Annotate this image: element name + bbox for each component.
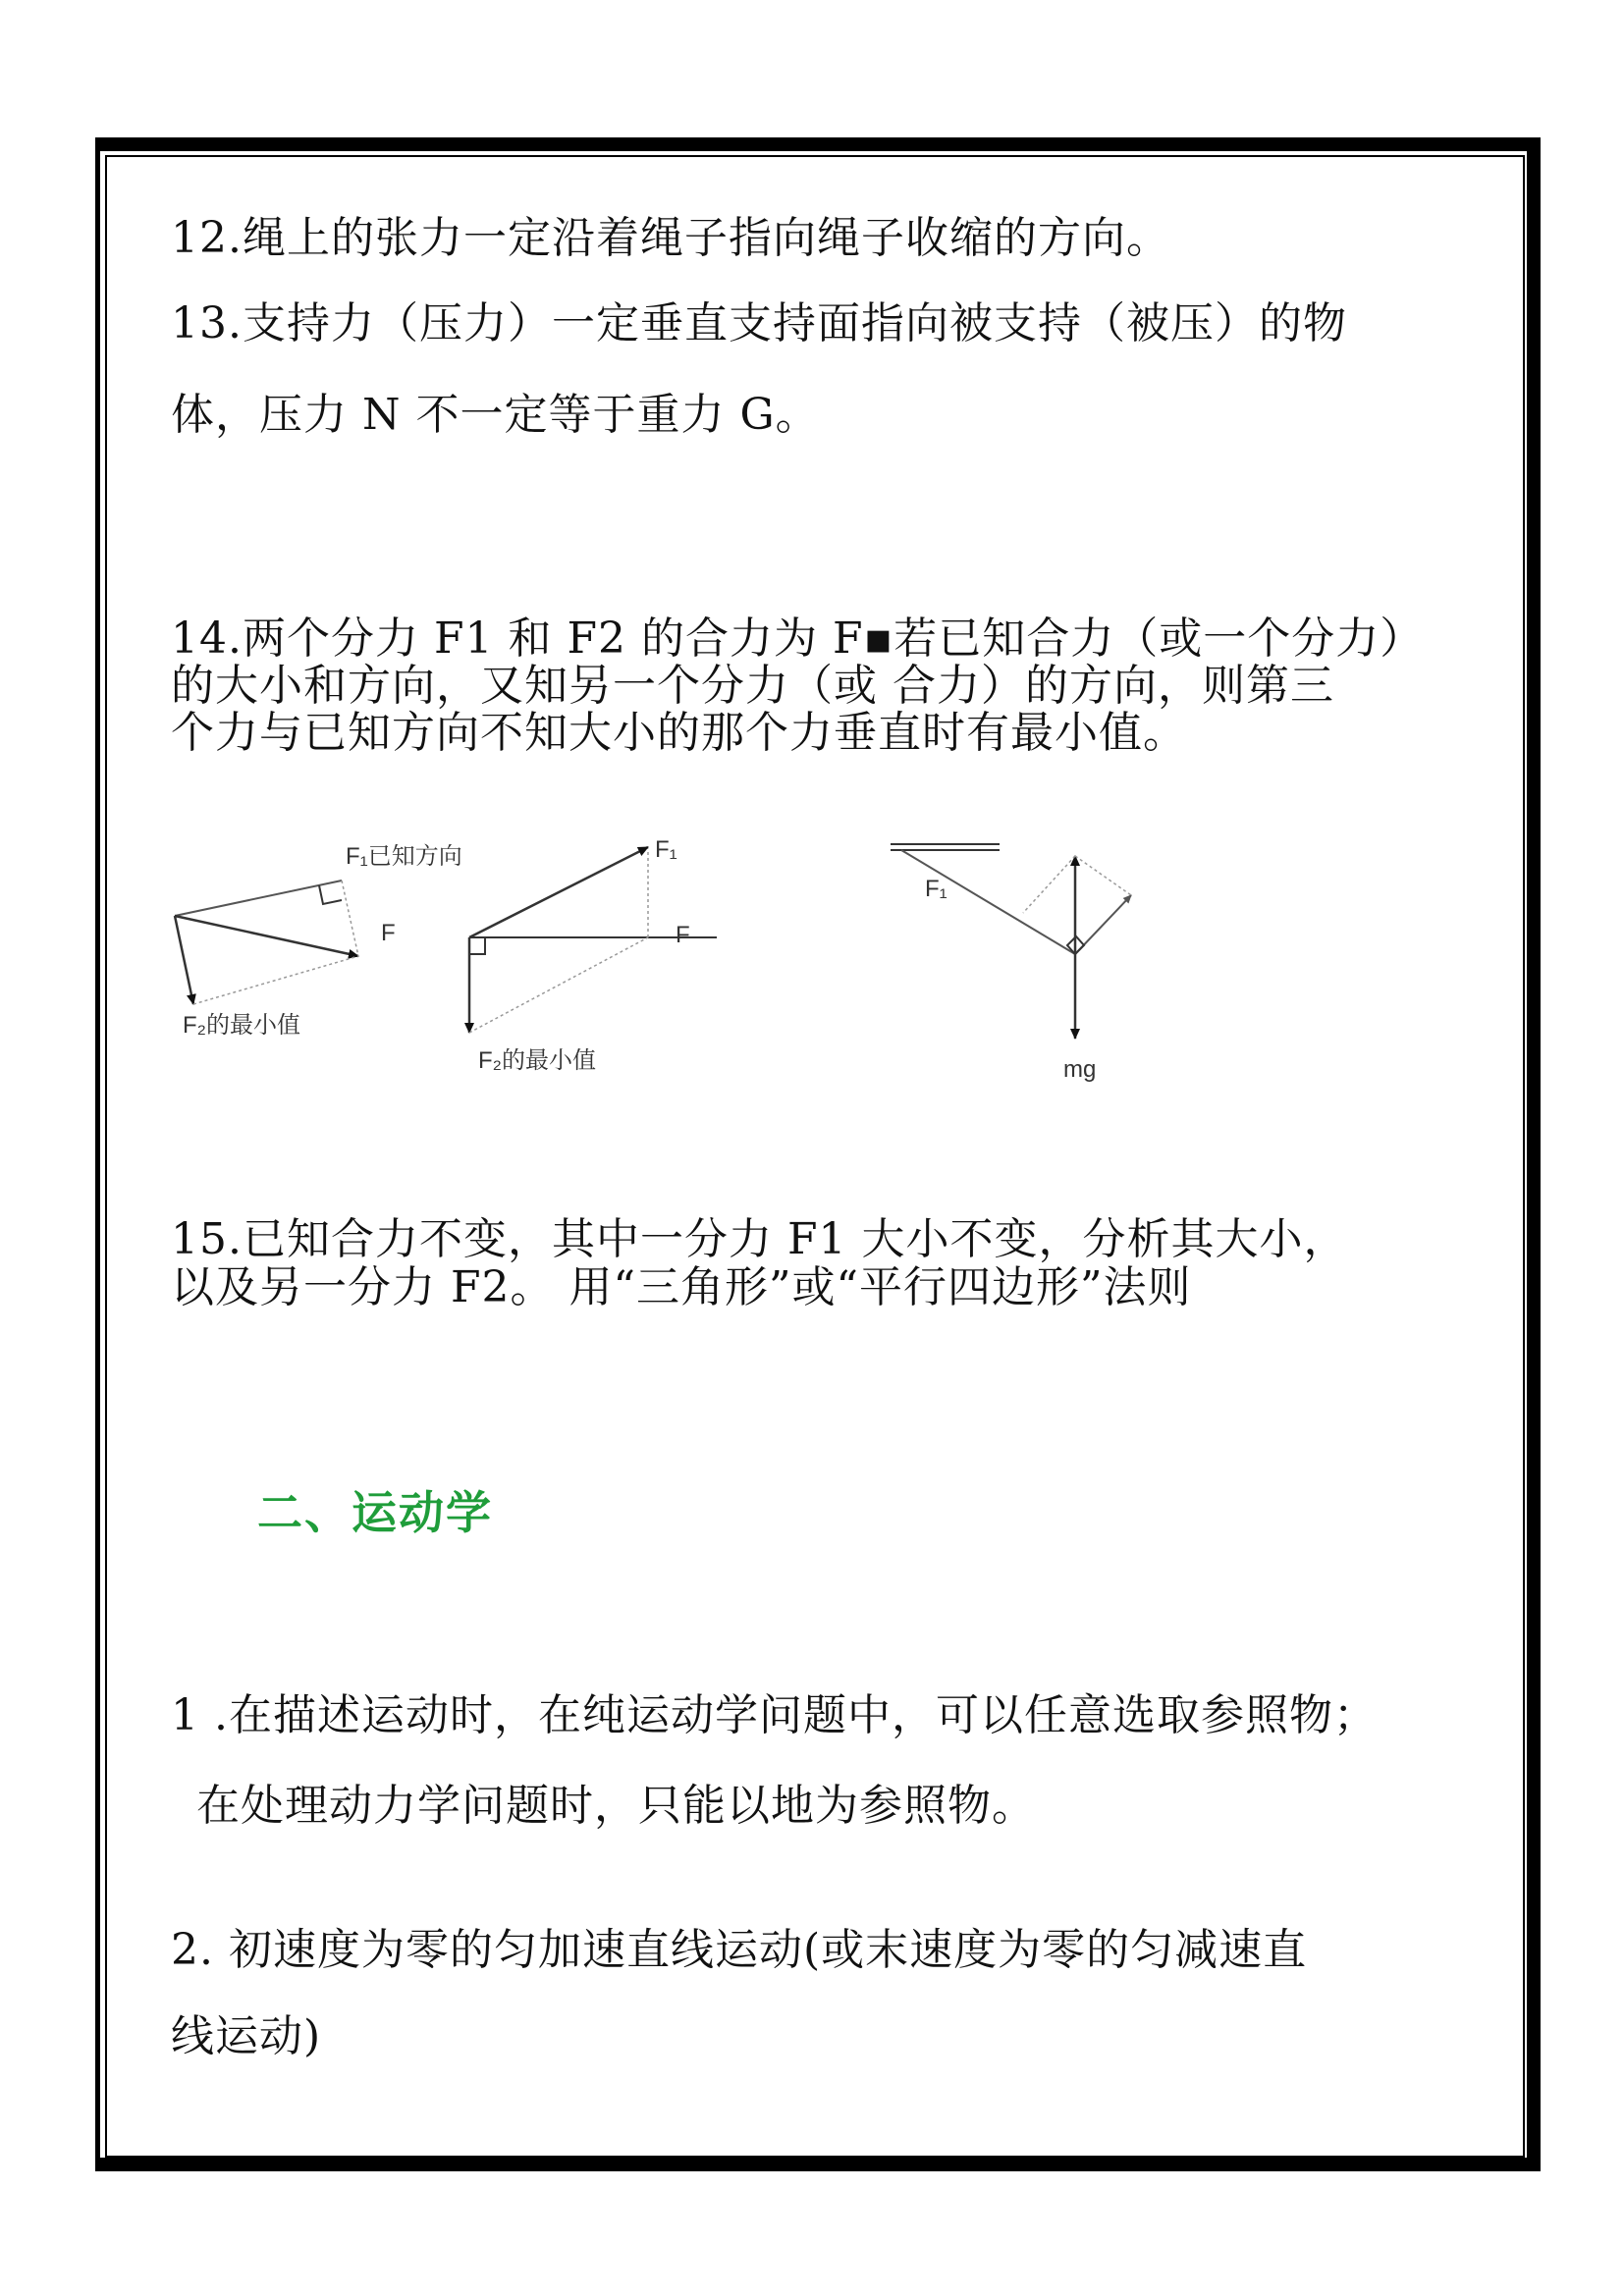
fig1-label-known-direction: F₁已知方向 xyxy=(346,843,462,870)
kinematics-item-2-line2: 线运动) xyxy=(171,2011,322,2061)
fig1-f2-min-arrow xyxy=(175,916,193,1004)
item-13-line2: 体，压力 N 不一定等于重力 G。 xyxy=(171,390,820,440)
item-14-line2: 的大小和方向，又知另一个分力（或 合力）的方向，则第三 xyxy=(171,661,1334,711)
fig3-rope-f1 xyxy=(901,850,1075,954)
fig3-label-f1: F₁ xyxy=(925,876,947,902)
kinematics-item-2-line1: 2. 初速度为零的匀加速直线运动(或末速度为零的匀减速直 xyxy=(171,1925,1308,1975)
item-14-line3: 个力与已知方向不知大小的那个力垂直时有最小值。 xyxy=(171,708,1187,758)
section-heading-kinematics: 二、运动学 xyxy=(257,1486,493,1539)
fig1-known-direction-line xyxy=(175,881,342,916)
fig2-f1-arrow xyxy=(469,847,648,937)
figure-1 xyxy=(175,843,462,1039)
force-diagrams xyxy=(0,815,1624,1109)
fig2-right-angle-mark xyxy=(469,937,485,954)
fig3-label-mg: mg xyxy=(1063,1056,1097,1083)
item-14-line1: 14.两个分力 F1 和 F2 的合力为 F▪若已知合力（或一个分力） xyxy=(171,614,1425,664)
fig1-resultant-f-arrow xyxy=(175,916,358,956)
kinematics-item-1-line2: 在处理动力学问题时，只能以地为参照物。 xyxy=(196,1781,1036,1831)
item-15-line2: 以及另一分力 F2。 用“三角形”或“平行四边形”法则 xyxy=(171,1262,1192,1312)
page-border-inner xyxy=(105,155,1525,2158)
fig2-label-f1: F₁ xyxy=(655,836,677,863)
fig1-dotted-perpendicular xyxy=(342,881,358,956)
fig2-label-f2-min: F₂的最小值 xyxy=(478,1047,596,1074)
fig3-dotted-b xyxy=(1023,856,1075,913)
fig1-dotted-parallel xyxy=(193,956,358,1004)
fig1-label-f2-min: F₂的最小值 xyxy=(183,1012,300,1039)
kinematics-item-1-line1: 1 .在描述运动时，在纯运动学问题中，可以任意选取参照物； xyxy=(171,1690,1378,1740)
item-15-line1: 15.已知合力不变，其中一分力 F1 大小不变，分析其大小， xyxy=(171,1214,1348,1264)
item-13-line1: 13.支持力（压力）一定垂直支持面指向被支持（被压）的物 xyxy=(171,298,1347,348)
figure-2 xyxy=(469,836,717,1074)
fig2-label-f: F xyxy=(676,922,690,948)
item-12: 12.绳上的张力一定沿着绳子指向绳子收缩的方向。 xyxy=(171,213,1170,263)
fig1-right-angle-mark xyxy=(319,885,342,904)
fig1-label-f: F xyxy=(381,920,396,946)
fig3-dotted-a xyxy=(1075,856,1131,895)
fig2-dotted-diagonal xyxy=(469,937,648,1033)
figure-3 xyxy=(891,844,1131,1083)
